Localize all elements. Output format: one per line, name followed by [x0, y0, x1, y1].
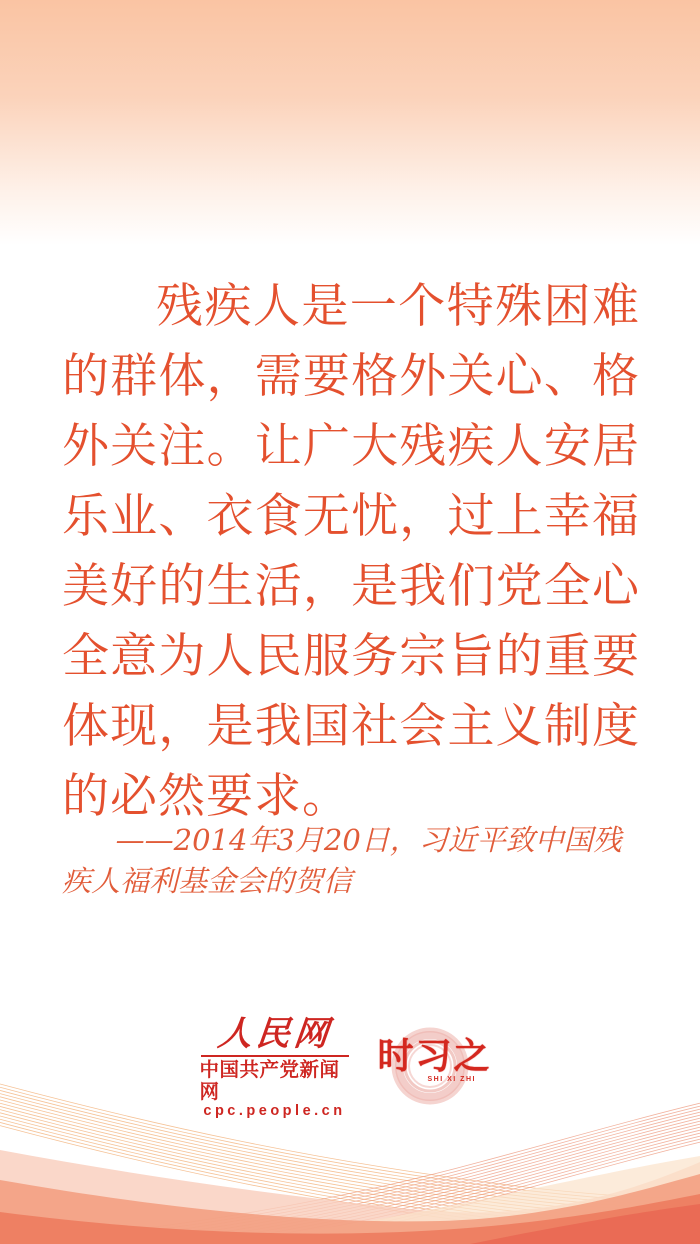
- shixizhi-pinyin: SHI XI ZHI: [427, 1076, 476, 1083]
- quote-text: 残疾人是一个特殊困难的群体，需要格外关心、格外关注。让广大残疾人安居乐业、衣食无忧，过上幸福美好的生活，是我们党全心全意为人民服务宗旨的重要体现，是我国社会主义制度的必然要求。: [62, 281, 640, 823]
- people-network-wordmark: 人民网: [215, 1014, 334, 1054]
- shixizhi-wordmark: 时习之: [377, 1036, 492, 1077]
- attribution-text: ——2014年3月20日，习近平致中国残疾人福利基金会的贺信: [62, 823, 622, 898]
- cpc-news-site-name: 中国共产党新闻网: [199, 1059, 340, 1103]
- cpc-site-url: cpc.people.cn: [203, 1103, 346, 1119]
- logo-divider-line: [201, 1055, 349, 1057]
- bottom-wave-decoration: [0, 1072, 700, 1244]
- top-gradient-background: [0, 0, 700, 245]
